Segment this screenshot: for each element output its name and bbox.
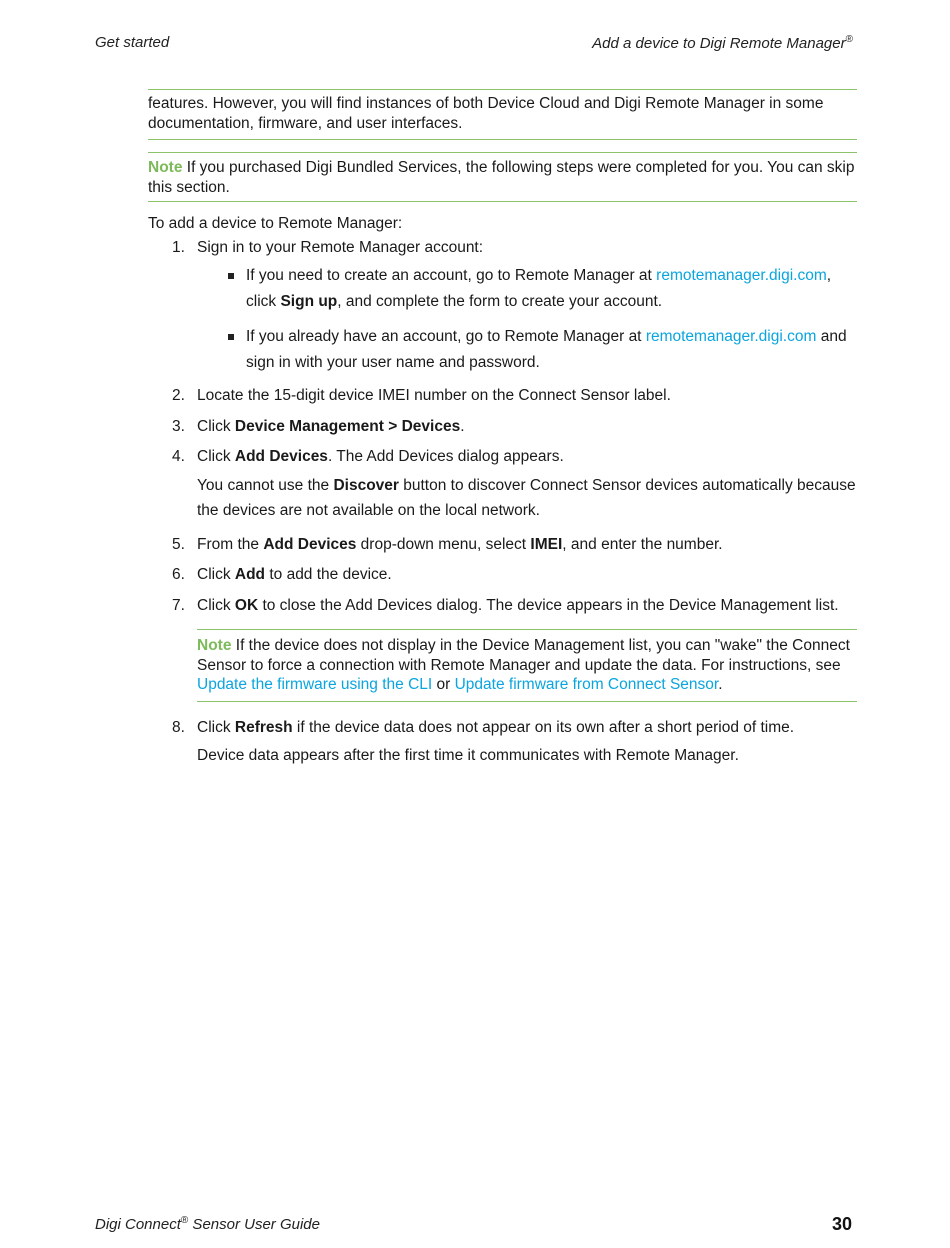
step-number: 4. [172,448,185,465]
note-label: Note [148,159,183,176]
divider [148,139,857,140]
note-bundled-services [148,152,857,202]
registered-mark: ® [845,34,853,45]
step-5: 5. From the Add Devices drop-down menu, select IMEI, and enter the number. [172,535,723,553]
running-header-section: Get started [95,34,170,51]
update-firmware-sensor-link[interactable]: Update firmware from Connect Sensor [454,676,719,693]
step-2 [148,386,857,406]
bullet-item-create-account: If you need to create an account, go to Remote Manager at remotemanager.digi.com, click Sign up, and complete the form to create your account. [197,263,857,314]
footer-doc-title: Digi Connect® Sensor User Guide [95,1215,320,1233]
step-7: 7. Click OK to close the Add Devices dialog. The device appears in the Device Management list. Note If the device does not display in the Device Management list, you can "wake" the Connect Sensor to force a connection with Remote Manager and update the data. For instructions, see Update the firmware using the CLI or Update firmware from Connect Sensor. [148,596,857,702]
step-detail: You cannot use the Discover button to discover Connect Sensor devices automatically because the devices are not available on the local network. [197,476,856,519]
step-detail: Device data appears after the first time it communicates with Remote Manager. [197,747,739,764]
step-number: 3. [172,417,185,435]
step-number: 5. [172,535,185,553]
step-number: 7. [172,596,185,614]
procedure-intro: To add a device to Remote Manager: [148,215,403,232]
note-label: Note [197,637,232,654]
step-8: 8. Click Refresh if the device data does not appear on its own after a short period of time. Device data appears after the first time it communicates with Remote Manager. [148,718,857,769]
registered-mark: ® [180,1215,189,1226]
step-3: 3. Click Device Management > Devices. [172,417,465,435]
running-header-title: Add a device to Digi Remote Manager® [592,34,853,52]
step-number: 6. [172,566,185,583]
step-number: 1. [172,238,185,256]
note-text: If you purchased Digi Bundled Services, the following steps were completed for you. You can skip this section. [148,159,855,196]
step-6: 6. Click Add to add the device. [172,566,392,583]
step-text: Locate the 15-digit device IMEI number on the Connect Sensor label. [197,387,671,404]
step-4: 4. Click Add Devices. The Add Devices dialog appears. You cannot use the Discover button to discover Connect Sensor devices automatically because the devices are not available on the local network. [148,447,857,524]
square-bullet-icon [228,273,234,279]
remote-manager-link[interactable]: remotemanager.digi.com [656,267,827,284]
bullet-list [197,263,857,375]
page-number: 30 [831,1214,852,1234]
square-bullet-icon [228,334,234,340]
step-number: 8. [172,718,185,736]
continued-paragraph: features. However, you will find instances of both Device Cloud and Digi Remote Manager in some documentation, firmware, and user interfaces. [148,95,824,132]
step-text: Sign in to your Remote Manager account: [197,238,484,256]
bullet-item-sign-in: If you already have an account, go to Remote Manager at remotemanager.digi.com and sign in with your user name and password. [197,324,857,375]
procedure-steps [148,238,857,769]
step-number: 2. [172,387,185,404]
page-content [148,89,857,780]
remote-manager-link[interactable]: remotemanager.digi.com [645,328,817,345]
note-wake-device: Note If the device does not display in the Device Management list, you can "wake" the Connect Sensor to force a connection with Remote Manager and update the data. For instructions, see Update the firmware using the CLI or Update firmware from Connect Sensor. [197,629,857,702]
update-firmware-cli-link[interactable]: Update the firmware using the CLI [197,676,433,693]
step-1 [148,238,857,376]
